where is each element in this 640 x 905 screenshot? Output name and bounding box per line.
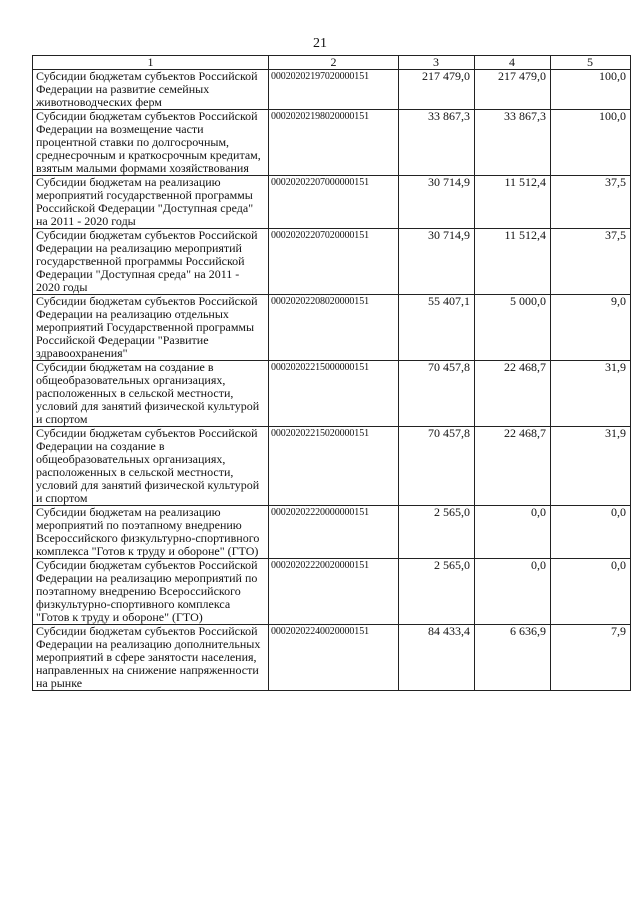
column-header-4: 4: [475, 56, 551, 70]
row-description: Субсидии бюджетам субъектов Российской Федерации на возмещение части процентной ставки по долгосрочным, среднесрочным и краткосрочным кредитам, взятым малыми формами хозяйствования: [33, 110, 269, 176]
row-description: Субсидии бюджетам субъектов Российской Федерации на реализацию мероприятий по поэтапному внедрению Всероссийского физкультурно-спортивного комплекса "Готов к труду и обороне" (ГТО): [33, 559, 269, 625]
table-header-row: [33, 56, 631, 70]
row-percent: 37,5: [551, 176, 631, 229]
row-code: 00020202208020000151: [269, 295, 399, 361]
row-code: 00020202197020000151: [269, 70, 399, 110]
table-row: [33, 427, 631, 506]
table-row: [33, 176, 631, 229]
table-row: [33, 559, 631, 625]
column-header-3: 3: [399, 56, 475, 70]
row-percent: 31,9: [551, 361, 631, 427]
row-executed-amount: 11 512,4: [475, 176, 551, 229]
table-row: [33, 361, 631, 427]
row-code: 00020202207000000151: [269, 176, 399, 229]
row-percent: 0,0: [551, 506, 631, 559]
table-row: [33, 110, 631, 176]
budget-table: [32, 55, 631, 691]
row-executed-amount: 217 479,0: [475, 70, 551, 110]
row-code: 00020202220020000151: [269, 559, 399, 625]
row-description: Субсидии бюджетам субъектов Российской Федерации на реализацию мероприятий государственной программы Российской Федерации "Доступная среда" на 2011 - 2020 годы: [33, 229, 269, 295]
table-row: [33, 229, 631, 295]
row-code: 00020202220000000151: [269, 506, 399, 559]
table-row: [33, 295, 631, 361]
row-description: Субсидии бюджетам субъектов Российской Федерации на реализацию дополнительных мероприятий в сфере занятости населения, направленных на снижение напряженности на рынке: [33, 625, 269, 691]
row-percent: 37,5: [551, 229, 631, 295]
row-description: Субсидии бюджетам на создание в общеобразовательных организациях, расположенных в сельской местности, условий для занятий физической культурой и спортом: [33, 361, 269, 427]
row-percent: 31,9: [551, 427, 631, 506]
row-executed-amount: 11 512,4: [475, 229, 551, 295]
row-code: 00020202215020000151: [269, 427, 399, 506]
row-code: 00020202198020000151: [269, 110, 399, 176]
row-code: 00020202215000000151: [269, 361, 399, 427]
row-description: Субсидии бюджетам на реализацию мероприятий по поэтапному внедрению Всероссийского физкультурно-спортивного комплекса "Готов к труду и обороне" (ГТО): [33, 506, 269, 559]
row-approved-amount: 2 565,0: [399, 559, 475, 625]
row-approved-amount: 30 714,9: [399, 229, 475, 295]
row-executed-amount: 6 636,9: [475, 625, 551, 691]
row-description: Субсидии бюджетам на реализацию мероприятий государственной программы Российской Федерации "Доступная среда" на 2011 - 2020 годы: [33, 176, 269, 229]
row-executed-amount: 22 468,7: [475, 361, 551, 427]
row-code: 00020202240020000151: [269, 625, 399, 691]
row-executed-amount: 22 468,7: [475, 427, 551, 506]
row-approved-amount: 70 457,8: [399, 427, 475, 506]
table-body: [33, 56, 631, 691]
row-percent: 0,0: [551, 559, 631, 625]
row-percent: 7,9: [551, 625, 631, 691]
row-executed-amount: 33 867,3: [475, 110, 551, 176]
row-executed-amount: 5 000,0: [475, 295, 551, 361]
column-header-5: 5: [551, 56, 631, 70]
row-approved-amount: 217 479,0: [399, 70, 475, 110]
row-approved-amount: 70 457,8: [399, 361, 475, 427]
row-approved-amount: 30 714,9: [399, 176, 475, 229]
page-number: 21: [313, 36, 327, 51]
table-row: [33, 506, 631, 559]
table-row: [33, 70, 631, 110]
row-percent: 100,0: [551, 110, 631, 176]
row-percent: 9,0: [551, 295, 631, 361]
row-executed-amount: 0,0: [475, 506, 551, 559]
column-header-1: 1: [33, 56, 269, 70]
row-approved-amount: 2 565,0: [399, 506, 475, 559]
row-percent: 100,0: [551, 70, 631, 110]
row-description: Субсидии бюджетам субъектов Российской Федерации на развитие семейных животноводческих ферм: [33, 70, 269, 110]
table-row: [33, 625, 631, 691]
row-executed-amount: 0,0: [475, 559, 551, 625]
row-approved-amount: 84 433,4: [399, 625, 475, 691]
row-code: 00020202207020000151: [269, 229, 399, 295]
row-approved-amount: 55 407,1: [399, 295, 475, 361]
row-description: Субсидии бюджетам субъектов Российской Федерации на реализацию отдельных мероприятий Государственной программы Российской Федерации "Развитие здравоохранения": [33, 295, 269, 361]
column-header-2: 2: [269, 56, 399, 70]
row-description: Субсидии бюджетам субъектов Российской Федерации на создание в общеобразовательных организациях, расположенных в сельской местности, условий для занятий физической культурой и спортом: [33, 427, 269, 506]
row-approved-amount: 33 867,3: [399, 110, 475, 176]
